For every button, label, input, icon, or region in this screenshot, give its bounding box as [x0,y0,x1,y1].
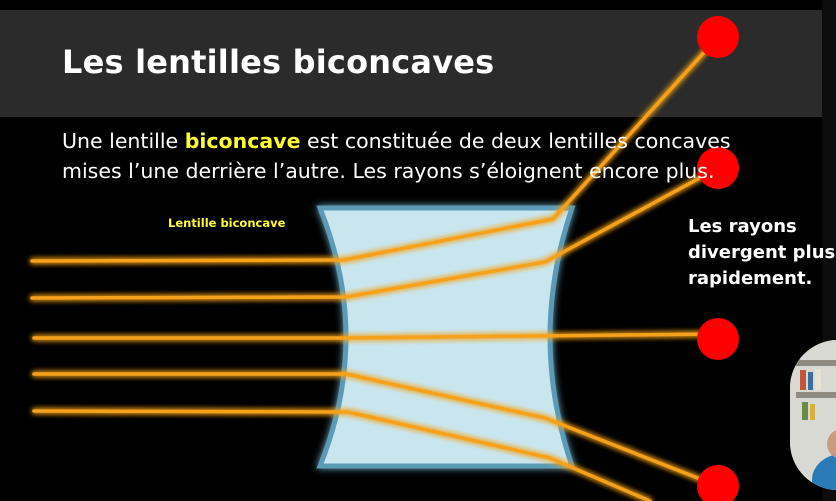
slide-title: Les lentilles biconcaves [62,43,495,81]
intro-after: est constituée de deux lentilles concaves mises l’une derrière l’autre. Les rayons s’éloignent encore plus. [62,129,731,183]
webcam-icon [790,340,836,490]
intro-highlight: biconcave [184,129,301,153]
callout-text [688,214,835,292]
callout-line-3: rapidement. [688,268,813,289]
callout-line-2: divergent plus [688,242,836,263]
intro-before: Une lentille [62,129,185,153]
lens-label: Lentille biconcave [168,216,286,230]
red-circle-icon [697,465,739,501]
red-circle-icon [697,16,739,58]
callout-line-1: Les rayons [688,216,797,237]
intro-text [62,126,782,186]
red-circle-icon [697,318,739,360]
